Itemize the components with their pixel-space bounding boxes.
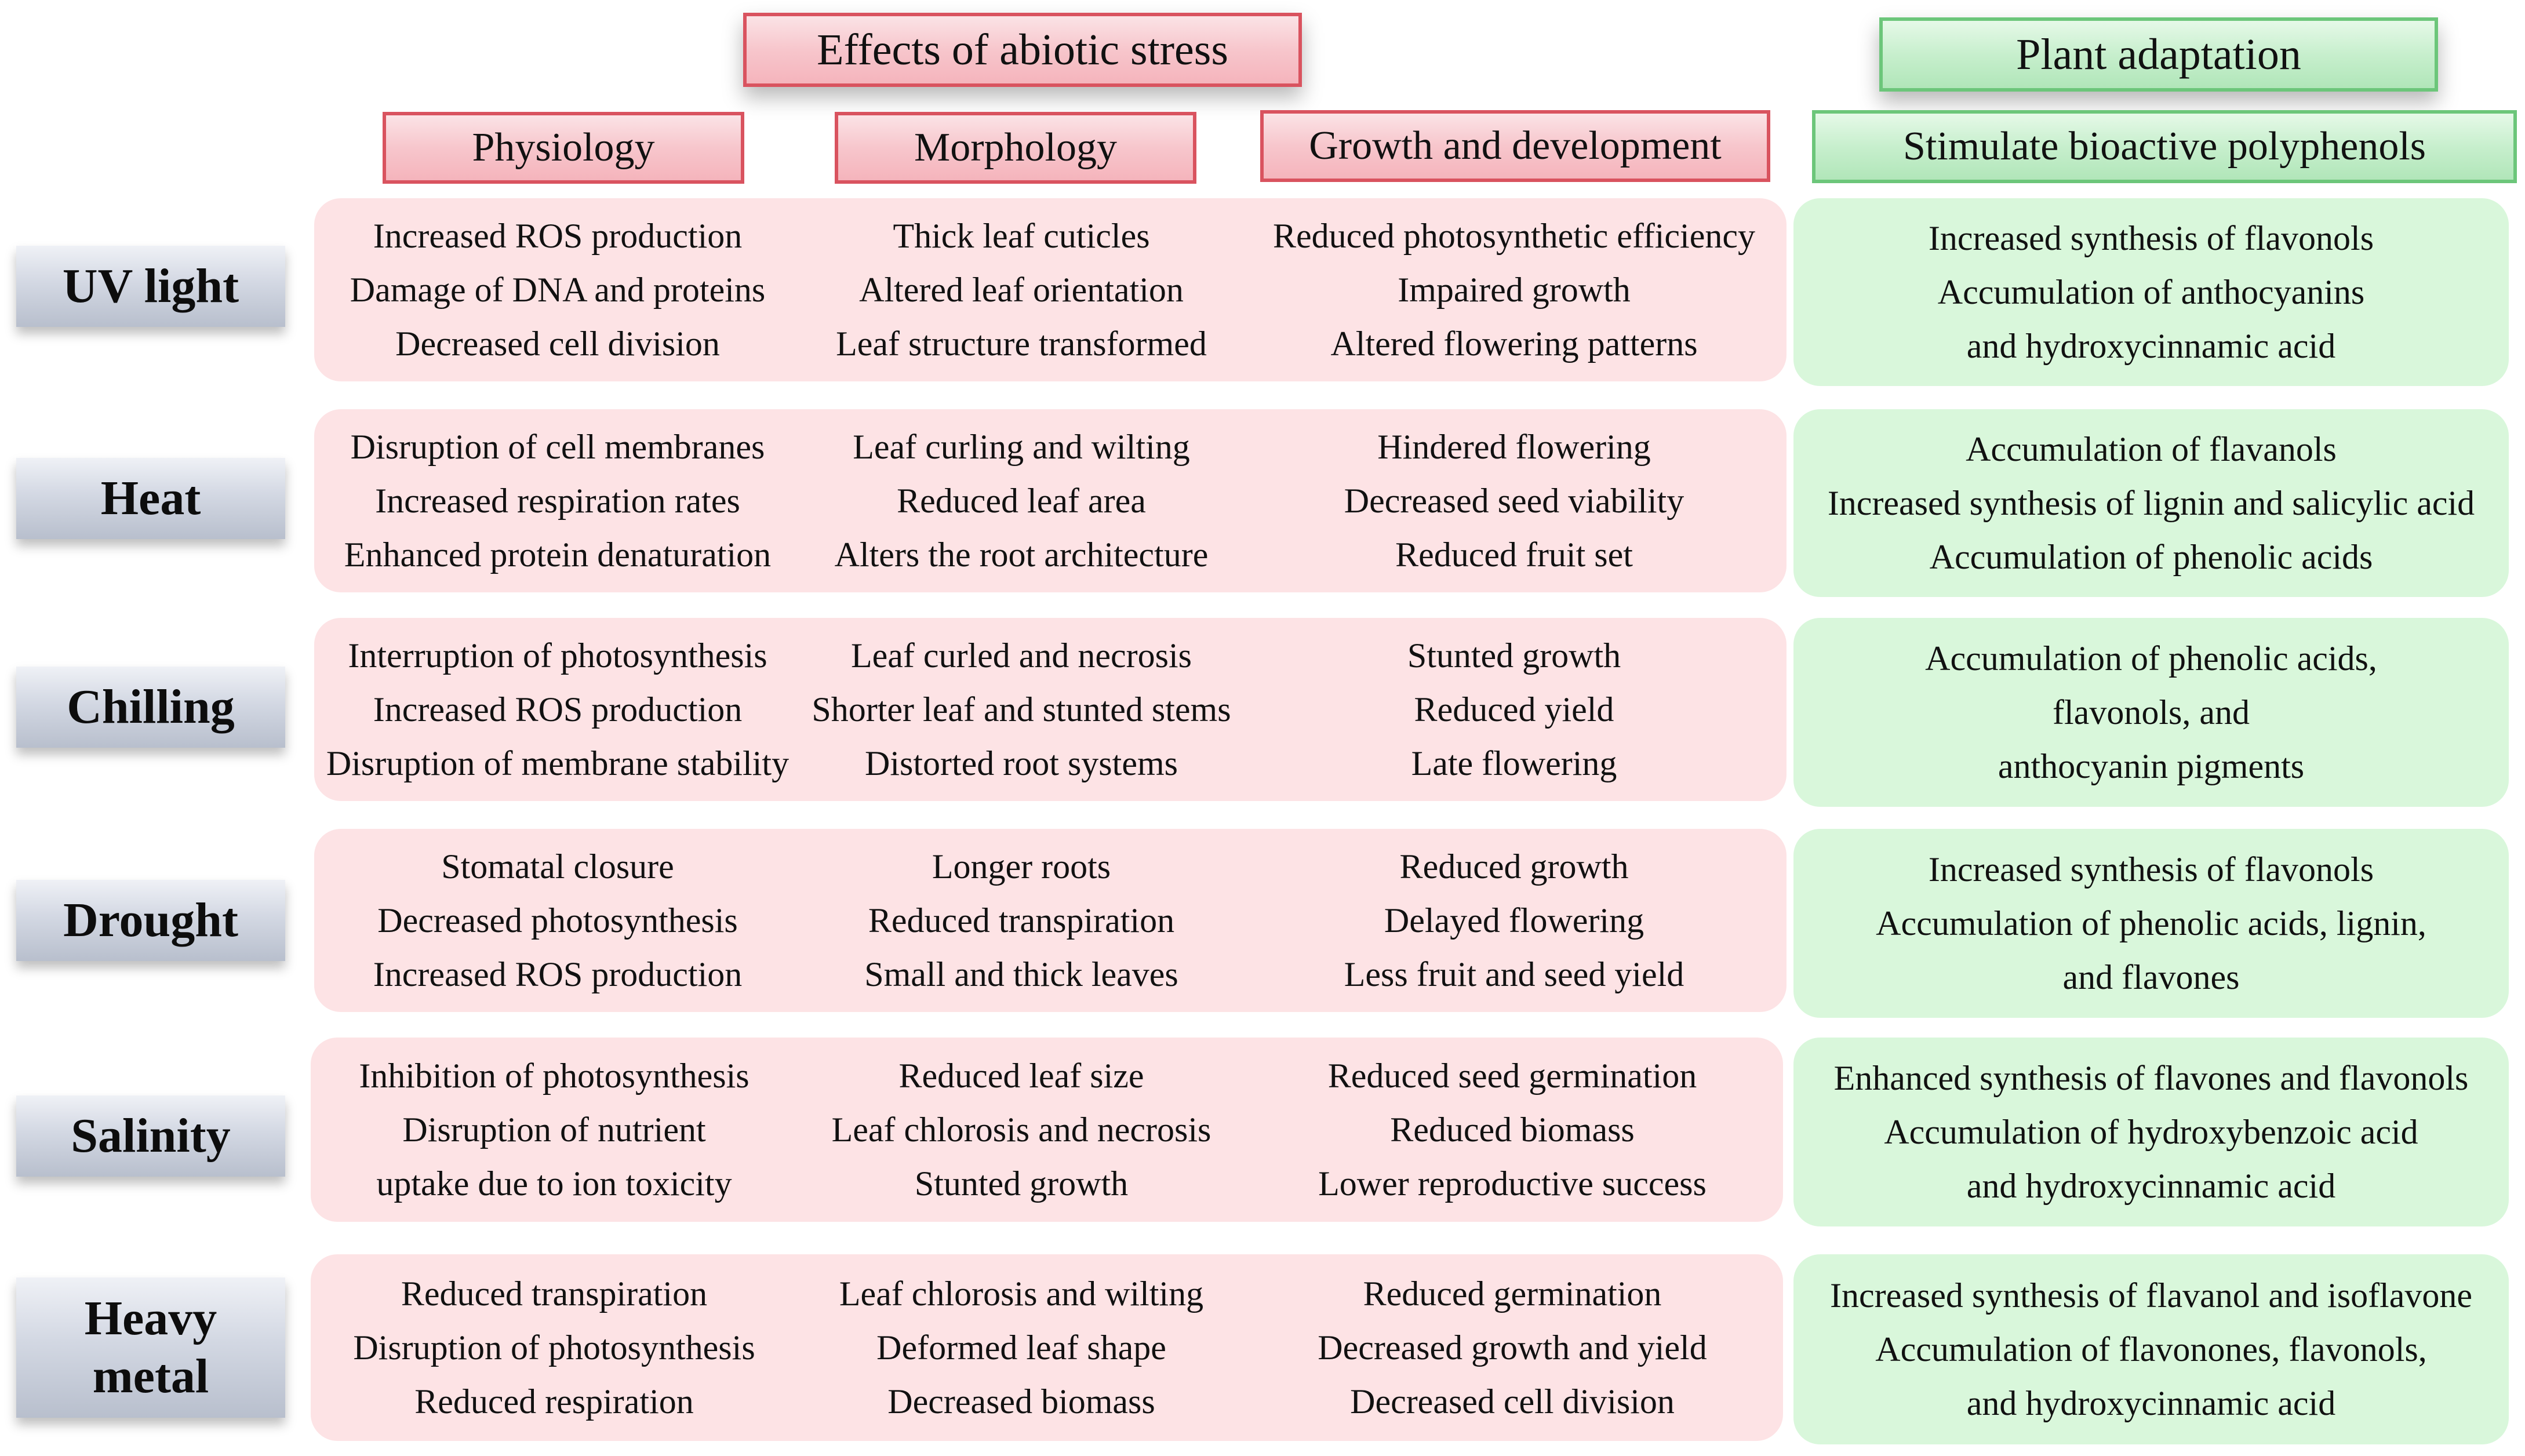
cell-line: Leaf curling and wilting <box>853 427 1190 466</box>
cell-line: Decreased growth and yield <box>1318 1328 1707 1367</box>
cell-line: Shorter leaf and stunted stems <box>812 690 1231 729</box>
cell-line: Impaired growth <box>1398 270 1631 309</box>
growth-cell <box>1242 829 1787 1012</box>
stress-label-text: Heat <box>100 471 201 525</box>
cell-line: Small and thick leaves <box>864 955 1178 993</box>
stress-label-text: Chilling <box>67 680 235 734</box>
morphology-cell <box>801 1038 1242 1222</box>
stress-label-salinity <box>16 1095 285 1177</box>
cell-line: and hydroxycinnamic acid <box>1966 1384 2336 1422</box>
cell-line: Disruption of cell membranes <box>350 427 765 466</box>
cell-line: Decreased biomass <box>887 1382 1155 1421</box>
polyphenols-header <box>1812 110 2517 183</box>
growth-header <box>1260 110 1770 182</box>
cell-line: Increased synthesis of flavonols <box>1928 850 2374 889</box>
cell-line: Thick leaf cuticles <box>893 216 1150 255</box>
adaptation-cell <box>1793 1254 2509 1444</box>
cell-line: Reduced leaf area <box>897 481 1146 520</box>
cell-line: Stomatal closure <box>441 847 674 886</box>
cell-line: Reduced germination <box>1363 1274 1662 1313</box>
physiology-cell <box>314 409 801 592</box>
cell-line: uptake due to ion toxicity <box>376 1164 732 1203</box>
cell-line: anthocyanin pigments <box>1998 747 2305 785</box>
cell-line: Decreased cell division <box>395 324 720 363</box>
physiology-cell <box>311 1038 798 1222</box>
stress-label-chilling <box>16 667 285 748</box>
effects-header <box>743 13 1302 87</box>
cell-line: Accumulation of hydroxybenzoic acid <box>1884 1112 2418 1151</box>
cell-line: Leaf structure transformed <box>836 324 1207 363</box>
physiology-cell <box>314 829 801 1012</box>
adaptation-header <box>1879 17 2438 92</box>
cell-line: Deformed leaf shape <box>876 1328 1166 1367</box>
morphology-header-label: Morphology <box>914 125 1117 170</box>
cell-line: Alters the root architecture <box>834 535 1209 574</box>
cell-line: Increased ROS production <box>373 216 743 255</box>
physiology-cell <box>314 618 801 801</box>
cell-line: Delayed flowering <box>1384 901 1644 940</box>
cell-line: Late flowering <box>1411 744 1617 782</box>
cell-line: Hindered flowering <box>1377 427 1651 466</box>
cell-line: and hydroxycinnamic acid <box>1966 326 2336 365</box>
stress-label-heat <box>16 458 285 539</box>
cell-line: Accumulation of flavanols <box>1966 429 2337 468</box>
cell-line: Disruption of membrane stability <box>326 744 789 782</box>
cell-line: Accumulation of anthocyanins <box>1937 272 2365 311</box>
cell-line: Disruption of nutrient <box>402 1110 706 1149</box>
morphology-cell <box>801 618 1242 801</box>
adaptation-header-label: Plant adaptation <box>2016 30 2301 79</box>
growth-cell <box>1242 1038 1783 1222</box>
cell-line: Distorted root systems <box>865 744 1178 782</box>
cell-line: Reduced respiration <box>414 1382 694 1421</box>
cell-line: Accumulation of phenolic acids <box>1929 537 2373 576</box>
physiology-cell <box>311 1254 798 1441</box>
cell-line: Reduced biomass <box>1390 1110 1635 1149</box>
cell-line: Reduced leaf size <box>898 1056 1144 1095</box>
growth-cell <box>1242 198 1787 381</box>
adaptation-cell <box>1793 198 2509 386</box>
growth-cell <box>1242 1254 1783 1441</box>
cell-line: Decreased cell division <box>1350 1382 1675 1421</box>
cell-line: Reduced growth <box>1399 847 1629 886</box>
morphology-header <box>835 112 1196 184</box>
cell-line: Stunted growth <box>1407 636 1621 675</box>
cell-line: Leaf chlorosis and necrosis <box>831 1110 1211 1149</box>
morphology-cell <box>801 1254 1242 1441</box>
cell-line: Reduced yield <box>1414 690 1614 729</box>
cell-line: Less fruit and seed yield <box>1344 955 1684 993</box>
morphology-cell <box>801 829 1242 1012</box>
cell-line: Reduced transpiration <box>868 901 1175 940</box>
adaptation-cell <box>1793 1038 2509 1226</box>
stress-label-uv-light <box>16 246 285 327</box>
cell-line: Decreased seed viability <box>1344 481 1684 520</box>
growth-cell <box>1242 409 1787 592</box>
cell-line: Accumulation of phenolic acids, lignin, <box>1876 904 2426 942</box>
cell-line: Interruption of photosynthesis <box>348 636 767 675</box>
morphology-cell <box>801 409 1242 592</box>
cell-line: Reduced fruit set <box>1395 535 1633 574</box>
physiology-header-label: Physiology <box>472 125 655 170</box>
cell-line: Altered flowering patterns <box>1330 324 1698 363</box>
cell-line: Reduced photosynthetic efficiency <box>1273 216 1755 255</box>
morphology-cell <box>801 198 1242 381</box>
cell-line: Leaf chlorosis and wilting <box>839 1274 1204 1313</box>
cell-line: Accumulation of phenolic acids, <box>1925 639 2377 678</box>
adaptation-cell <box>1793 409 2509 597</box>
cell-line: Increased respiration rates <box>375 481 740 520</box>
cell-line: Altered leaf orientation <box>859 270 1184 309</box>
adaptation-cell <box>1793 618 2509 807</box>
cell-line: and flavones <box>2062 958 2240 996</box>
adaptation-cell <box>1793 829 2509 1018</box>
cell-line: Increased synthesis of flavanol and isoflavone <box>1830 1276 2472 1315</box>
stress-label-text: Salinity <box>71 1109 231 1163</box>
cell-line: Longer roots <box>932 847 1111 886</box>
cell-line: Accumulation of flavonones, flavonols, <box>1875 1330 2427 1368</box>
stress-label-text: Heavy metal <box>84 1291 217 1403</box>
stress-label-drought <box>16 880 285 961</box>
cell-line: Leaf curled and necrosis <box>850 636 1192 675</box>
cell-line: and hydroxycinnamic acid <box>1966 1166 2336 1205</box>
stress-label-text: Drought <box>63 893 238 947</box>
effects-header-label: Effects of abiotic stress <box>817 25 1228 74</box>
cell-line: Lower reproductive success <box>1318 1164 1707 1203</box>
physiology-header <box>383 112 744 184</box>
stress-label-heavy-metal <box>16 1277 285 1418</box>
cell-line: flavonols, and <box>2053 693 2250 731</box>
cell-line: Reduced transpiration <box>401 1274 708 1313</box>
cell-line: Reduced seed germination <box>1327 1056 1697 1095</box>
cell-line: Damage of DNA and proteins <box>350 270 766 309</box>
cell-line: Increased synthesis of lignin and salicylic acid <box>1827 483 2475 522</box>
growth-header-label: Growth and development <box>1309 123 1722 168</box>
cell-line: Increased synthesis of flavonols <box>1928 219 2374 257</box>
cell-line: Decreased photosynthesis <box>377 901 738 940</box>
physiology-cell <box>314 198 801 381</box>
growth-cell <box>1242 618 1787 801</box>
cell-line: Disruption of photosynthesis <box>353 1328 755 1367</box>
cell-line: Inhibition of photosynthesis <box>359 1056 750 1095</box>
cell-line: Enhanced protein denaturation <box>344 535 772 574</box>
cell-line: Increased ROS production <box>373 955 743 993</box>
stress-label-text: UV light <box>62 259 239 313</box>
cell-line: Increased ROS production <box>373 690 743 729</box>
polyphenols-header-label: Stimulate bioactive polyphenols <box>1902 124 2426 169</box>
cell-line: Enhanced synthesis of flavones and flavonols <box>1833 1058 2469 1097</box>
cell-line: Stunted growth <box>914 1164 1129 1203</box>
